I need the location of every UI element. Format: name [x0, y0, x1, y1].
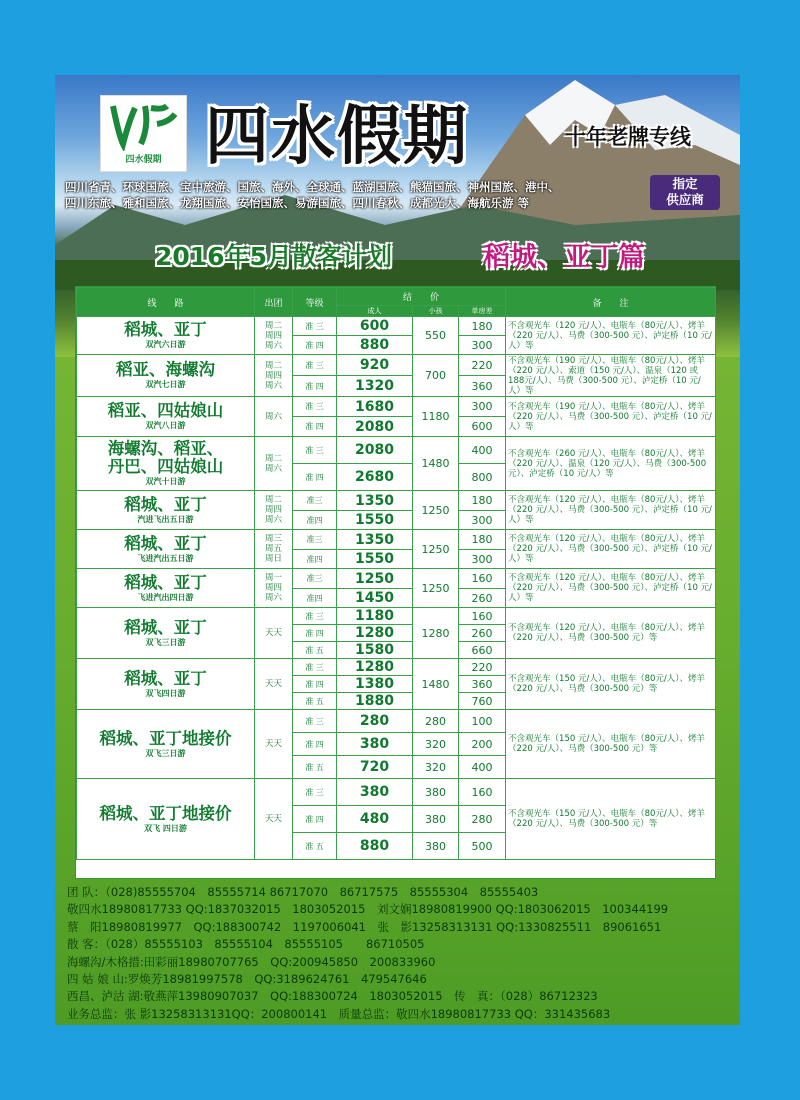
note-cell: 不含观光车（120 元/人）、电瓶车（80元/人）、烤羊（220 元/人）、马费（300-500 元）、泸定桥（10 元/人）等 — [506, 530, 716, 569]
grade-cell: 准 四 — [293, 676, 337, 693]
grade-cell: 准 五 — [293, 642, 337, 659]
table-row — [77, 491, 716, 511]
adult-price: 1550 — [337, 511, 413, 530]
adult-price: 1580 — [337, 642, 413, 659]
departure-day: 周五 — [264, 544, 282, 554]
note-cell: 不含观光车（150 元/人）、电瓶车（80元/人）、烤羊（220 元/人）、马费（300-500 元）等 — [506, 710, 716, 779]
departure-cell — [255, 659, 293, 710]
grade-cell: 准 四 — [293, 464, 337, 491]
adult-price: 1880 — [337, 693, 413, 710]
logo-text: 四水假期 — [125, 155, 162, 165]
adult-price: 1450 — [337, 589, 413, 608]
adult-price: 1380 — [337, 676, 413, 693]
logo-mark-icon — [101, 96, 186, 151]
table-row — [77, 608, 716, 625]
single-room-supplement: 400 — [459, 437, 506, 464]
grade-cell: 准 四 — [293, 376, 337, 397]
adult-price: 1250 — [337, 569, 413, 589]
contact-block — [67, 884, 727, 1023]
child-price: 1180 — [413, 397, 459, 437]
single-room-supplement: 300 — [459, 397, 506, 417]
departure-day: 周二 — [264, 320, 282, 331]
grade-cell: 准三 — [293, 491, 337, 511]
plan-subtitle: 稻城、亚丁篇 — [483, 242, 645, 273]
departure-day: 周二 — [264, 453, 282, 464]
badge-line-1: 指定 — [672, 176, 698, 191]
agency-line-2: 四川东旅、雅和国旅、龙翔国旅、安怡国旅、易游国旅、四川春秋、成都光大、海航乐游 等 — [65, 196, 529, 210]
child-price: 320 — [413, 733, 459, 756]
single-room-supplement: 360 — [459, 676, 506, 693]
adult-price: 1680 — [337, 397, 413, 417]
route-cell — [77, 397, 255, 437]
departure-day: 周四 — [264, 583, 282, 593]
header-grade: 等级 — [293, 288, 337, 317]
departure-day: 周六 — [264, 411, 282, 422]
poster — [55, 75, 740, 1025]
header-adult: 成人 — [337, 306, 413, 317]
route-name: 稻城、亚丁 — [124, 668, 207, 688]
grade-cell: 准 四 — [293, 417, 337, 437]
child-price: 550 — [413, 317, 459, 355]
route-cell — [77, 779, 255, 860]
single-room-supplement: 400 — [459, 756, 506, 779]
route-name: 稻城、亚丁 — [124, 320, 207, 339]
table-row — [77, 397, 716, 417]
note-cell: 不含观光车（120 元/人）、电瓶车（80元/人）、烤羊（220 元/人）、马费（300-500 元）等 — [506, 608, 716, 659]
route-name: 稻亚、海螺沟 — [116, 360, 215, 379]
departure-cell — [255, 397, 293, 437]
grade-cell: 准 三 — [293, 437, 337, 464]
single-room-supplement: 160 — [459, 779, 506, 806]
single-room-supplement: 180 — [459, 491, 506, 511]
adult-price: 2080 — [337, 417, 413, 437]
contact-line: 团 队：（028)85555704 85555714 86717070 86717575 85555304 85555403 — [67, 885, 539, 899]
adult-price: 380 — [337, 779, 413, 806]
note-cell: 不含观光车（120 元/人）、电瓶车（80元/人）、烤羊（220 元/人）、马费（300-500 元）、泸定桥（10 元/人）等 — [506, 491, 716, 530]
grade-cell: 准四 — [293, 511, 337, 530]
adult-price: 600 — [337, 317, 413, 336]
single-room-supplement: 300 — [459, 550, 506, 569]
departure-day: 周二 — [264, 360, 282, 371]
grade-cell: 准 五 — [293, 693, 337, 710]
table-row — [77, 779, 716, 806]
single-room-supplement: 360 — [459, 376, 506, 397]
route-duration: 飞进汽出四日游 — [137, 592, 194, 602]
header-route: 线 路 — [77, 288, 255, 317]
single-room-supplement: 160 — [459, 569, 506, 589]
adult-price: 2080 — [337, 437, 413, 464]
child-price: 1480 — [413, 659, 459, 710]
adult-price: 1180 — [337, 608, 413, 625]
single-room-supplement: 220 — [459, 659, 506, 676]
child-price: 1250 — [413, 569, 459, 608]
badge-line-2: 供应商 — [666, 192, 704, 207]
note-cell: 不含观光车（260 元/人）、电瓶车（80元/人）、烤羊（220 元/人）、温泉（120 元/人）、马费（300-500 元）、泸定桥（10 元/人）等 — [506, 437, 716, 491]
header-departure: 出团 — [255, 288, 293, 317]
departure-day: 周四 — [264, 370, 282, 381]
grade-cell: 准 三 — [293, 779, 337, 806]
contact-line: 海螺沟/木格措:田彩丽18980707765 QQ:200945850 200833960 — [67, 954, 436, 969]
departure-day: 天天 — [264, 679, 282, 689]
adult-price: 1350 — [337, 530, 413, 550]
agency-line-1: 四川省青、环球国旅、宝中旅游、国旅、海外、全球通、蓝湖国旅、熊猫国旅、神州国旅、港中、 — [65, 180, 560, 194]
grade-cell: 准四 — [293, 550, 337, 569]
header-child: 小孩 — [413, 306, 459, 317]
route-cell — [77, 317, 255, 355]
grade-cell: 准 四 — [293, 733, 337, 756]
child-price: 700 — [413, 355, 459, 397]
adult-price: 920 — [337, 355, 413, 376]
adult-price: 880 — [337, 833, 413, 860]
adult-price: 1280 — [337, 625, 413, 642]
adult-price: 280 — [337, 710, 413, 733]
logo — [100, 95, 187, 172]
route-cell — [77, 491, 255, 530]
route-cell — [77, 608, 255, 659]
single-room-supplement: 600 — [459, 417, 506, 437]
route-cell — [77, 659, 255, 710]
route-name: 稻城、亚丁 — [124, 494, 207, 514]
departure-cell — [255, 608, 293, 659]
route-cell — [77, 569, 255, 608]
child-price: 320 — [413, 756, 459, 779]
grade-cell: 准 三 — [293, 659, 337, 676]
contact-line: 四 姑 娘 山:罗焕芳18981997578 QQ:3189624761 479547646 — [67, 972, 427, 987]
route-duration: 双汽八日游 — [145, 421, 186, 430]
adult-price: 1280 — [337, 659, 413, 676]
route-duration: 双汽七日游 — [145, 380, 186, 389]
table-row — [77, 710, 716, 733]
departure-day: 周二 — [264, 495, 282, 505]
departure-day: 周六 — [264, 515, 282, 525]
note-cell: 不含观光车（150 元/人）、电瓶车（80元/人）、烤羊（220 元/人）、马费（300-500 元）等 — [506, 659, 716, 710]
single-room-supplement: 180 — [459, 530, 506, 550]
route-duration: 双汽六日游 — [145, 340, 186, 349]
grade-cell: 准三 — [293, 530, 337, 550]
departure-day: 周六 — [264, 380, 282, 391]
note-cell: 不含观光车（120 元/人）、电瓶车（80元/人）、烤羊（220 元/人）、马费（300-500 元）、泸定桥（10 元/人）等 — [506, 317, 716, 355]
plan-title-bar — [55, 235, 740, 275]
grade-cell: 准 三 — [293, 710, 337, 733]
route-name: 稻亚、四姑娘山 — [107, 401, 224, 420]
departure-day: 周六 — [264, 340, 282, 351]
single-room-supplement: 660 — [459, 642, 506, 659]
contact-line: 散 客：（028）85555103 85555104 85555105 86710505 — [67, 937, 425, 952]
table-row — [77, 317, 716, 336]
departure-day: 天天 — [264, 628, 282, 638]
route-duration: 双飞三日游 — [145, 748, 186, 758]
adult-price: 720 — [337, 756, 413, 779]
grade-cell: 准三 — [293, 569, 337, 589]
route-name: 海螺沟、稻亚、 — [107, 439, 224, 458]
route-cell — [77, 530, 255, 569]
route-cell — [77, 437, 255, 491]
adult-price: 1320 — [337, 376, 413, 397]
single-room-supplement: 100 — [459, 710, 506, 733]
route-name: 稻城、亚丁 — [124, 533, 207, 553]
table-row — [77, 659, 716, 676]
child-price: 1280 — [413, 608, 459, 659]
departure-day: 周六 — [264, 593, 282, 603]
grade-cell: 准 三 — [293, 608, 337, 625]
price-table — [75, 286, 716, 879]
departure-day: 天天 — [264, 814, 282, 824]
table-row — [77, 569, 716, 589]
single-room-supplement: 760 — [459, 693, 506, 710]
slogan: 十年老牌专线 — [565, 125, 691, 149]
departure-cell — [255, 355, 293, 397]
departure-cell — [255, 710, 293, 779]
single-room-supplement: 800 — [459, 464, 506, 491]
child-price: 380 — [413, 833, 459, 860]
table-row — [77, 530, 716, 550]
adult-price: 2680 — [337, 464, 413, 491]
route-duration: 双飞四日游 — [145, 688, 186, 698]
grade-cell: 准四 — [293, 589, 337, 608]
header-note: 备 注 — [506, 288, 716, 317]
header-price: 结 价 — [337, 288, 506, 306]
grade-cell: 准 三 — [293, 317, 337, 336]
grade-cell: 准 三 — [293, 355, 337, 376]
route-duration: 双汽十日游 — [145, 477, 186, 486]
plan-title: 2016年5月散客计划 — [155, 242, 392, 271]
route-duration: 汽进飞出五日游 — [137, 514, 194, 524]
contact-line: 业务总监：张 影13258313131QQ：200800141 质量总监：敬四水18980817733 QQ：331435683 — [67, 1006, 611, 1021]
adult-price: 1550 — [337, 550, 413, 569]
route-duration: 飞进汽出五日游 — [137, 553, 194, 563]
departure-day: 周一 — [264, 573, 282, 583]
departure-cell — [255, 437, 293, 491]
route-name: 稻城、亚丁 — [124, 572, 207, 592]
route-cell — [77, 710, 255, 779]
grade-cell: 准 四 — [293, 336, 337, 355]
departure-day: 天天 — [264, 739, 282, 749]
contact-line: 敬四水18980817733 QQ:1837032015 1803052015 刘文娴18980819900 QQ:1803062015 100344199 — [67, 902, 669, 917]
grade-cell: 准 四 — [293, 806, 337, 833]
child-price: 1480 — [413, 437, 459, 491]
departure-day: 周四 — [264, 330, 282, 341]
single-room-supplement: 500 — [459, 833, 506, 860]
departure-cell — [255, 317, 293, 355]
note-cell: 不含观光车（190 元/人）、电瓶车（80元/人）、烤羊（220 元/人）、马费（300-500 元）、泸定桥（10 元/人）等 — [506, 397, 716, 437]
single-room-supplement: 180 — [459, 317, 506, 336]
child-price: 1250 — [413, 530, 459, 569]
route-duration: 双飞 四日游 — [144, 823, 187, 833]
single-room-supplement: 300 — [459, 511, 506, 530]
grade-cell: 准 五 — [293, 833, 337, 860]
supplier-badge — [650, 175, 720, 210]
route-cell — [77, 355, 255, 397]
table-row — [77, 355, 716, 376]
single-room-supplement: 200 — [459, 733, 506, 756]
departure-day: 周四 — [264, 505, 282, 515]
single-room-supplement: 160 — [459, 608, 506, 625]
grade-cell: 准 五 — [293, 756, 337, 779]
note-cell: 不含观光车（150 元/人）、电瓶车（80元/人）、烤羊（220 元/人）、马费（300-500 元）等 — [506, 779, 716, 860]
contact-line: 蔡 阳18980819977 QQ:188300742 1197006041 张 影13258313131 QQ:1330825511 89061651 — [67, 919, 662, 934]
child-price: 380 — [413, 806, 459, 833]
child-price: 1250 — [413, 491, 459, 530]
child-price: 280 — [413, 710, 459, 733]
adult-price: 1350 — [337, 491, 413, 511]
departure-cell — [255, 569, 293, 608]
contact-line: 西昌、泸沽 湖:敬燕萍13980907037 QQ:188300724 1803052015 传 真：（028）86712323 — [67, 989, 598, 1004]
single-room-supplement: 280 — [459, 806, 506, 833]
route-name: 稻城、亚丁地接价 — [99, 803, 232, 823]
single-room-supplement: 300 — [459, 336, 506, 355]
note-cell: 不含观光车（120 元/人）、电瓶车（80元/人）、烤羊（220 元/人）、马费（300-500 元）、泸定桥（10 元/人）等 — [506, 569, 716, 608]
brand-name: 四水假期 — [205, 99, 469, 174]
adult-price: 380 — [337, 733, 413, 756]
route-name: 稻城、亚丁地接价 — [99, 728, 232, 748]
route-duration: 双飞三日游 — [145, 637, 186, 647]
grade-cell: 准 四 — [293, 625, 337, 642]
departure-day: 周六 — [264, 463, 282, 474]
adult-price: 880 — [337, 336, 413, 355]
departure-cell — [255, 779, 293, 860]
table-row — [77, 437, 716, 464]
departure-day: 周三 — [264, 534, 282, 544]
single-room-supplement: 260 — [459, 625, 506, 642]
child-price: 380 — [413, 779, 459, 806]
departure-cell — [255, 530, 293, 569]
adult-price: 480 — [337, 806, 413, 833]
header-single: 单房差 — [459, 306, 506, 317]
departure-cell — [255, 491, 293, 530]
grade-cell: 准 三 — [293, 397, 337, 417]
departure-day: 周日 — [264, 554, 282, 564]
route-name: 稻城、亚丁 — [124, 617, 207, 637]
single-room-supplement: 260 — [459, 589, 506, 608]
single-room-supplement: 220 — [459, 355, 506, 376]
note-cell: 不含观光车（190 元/人）、电瓶车（80元/人）、烤羊（220 元/人）、索道（150 元/人）、温泉（120 或 188元/人）、马费（300-500 元）、泸定桥（10 元/人）等 — [506, 355, 716, 397]
route-name: 丹巴、四姑娘山 — [107, 457, 224, 476]
